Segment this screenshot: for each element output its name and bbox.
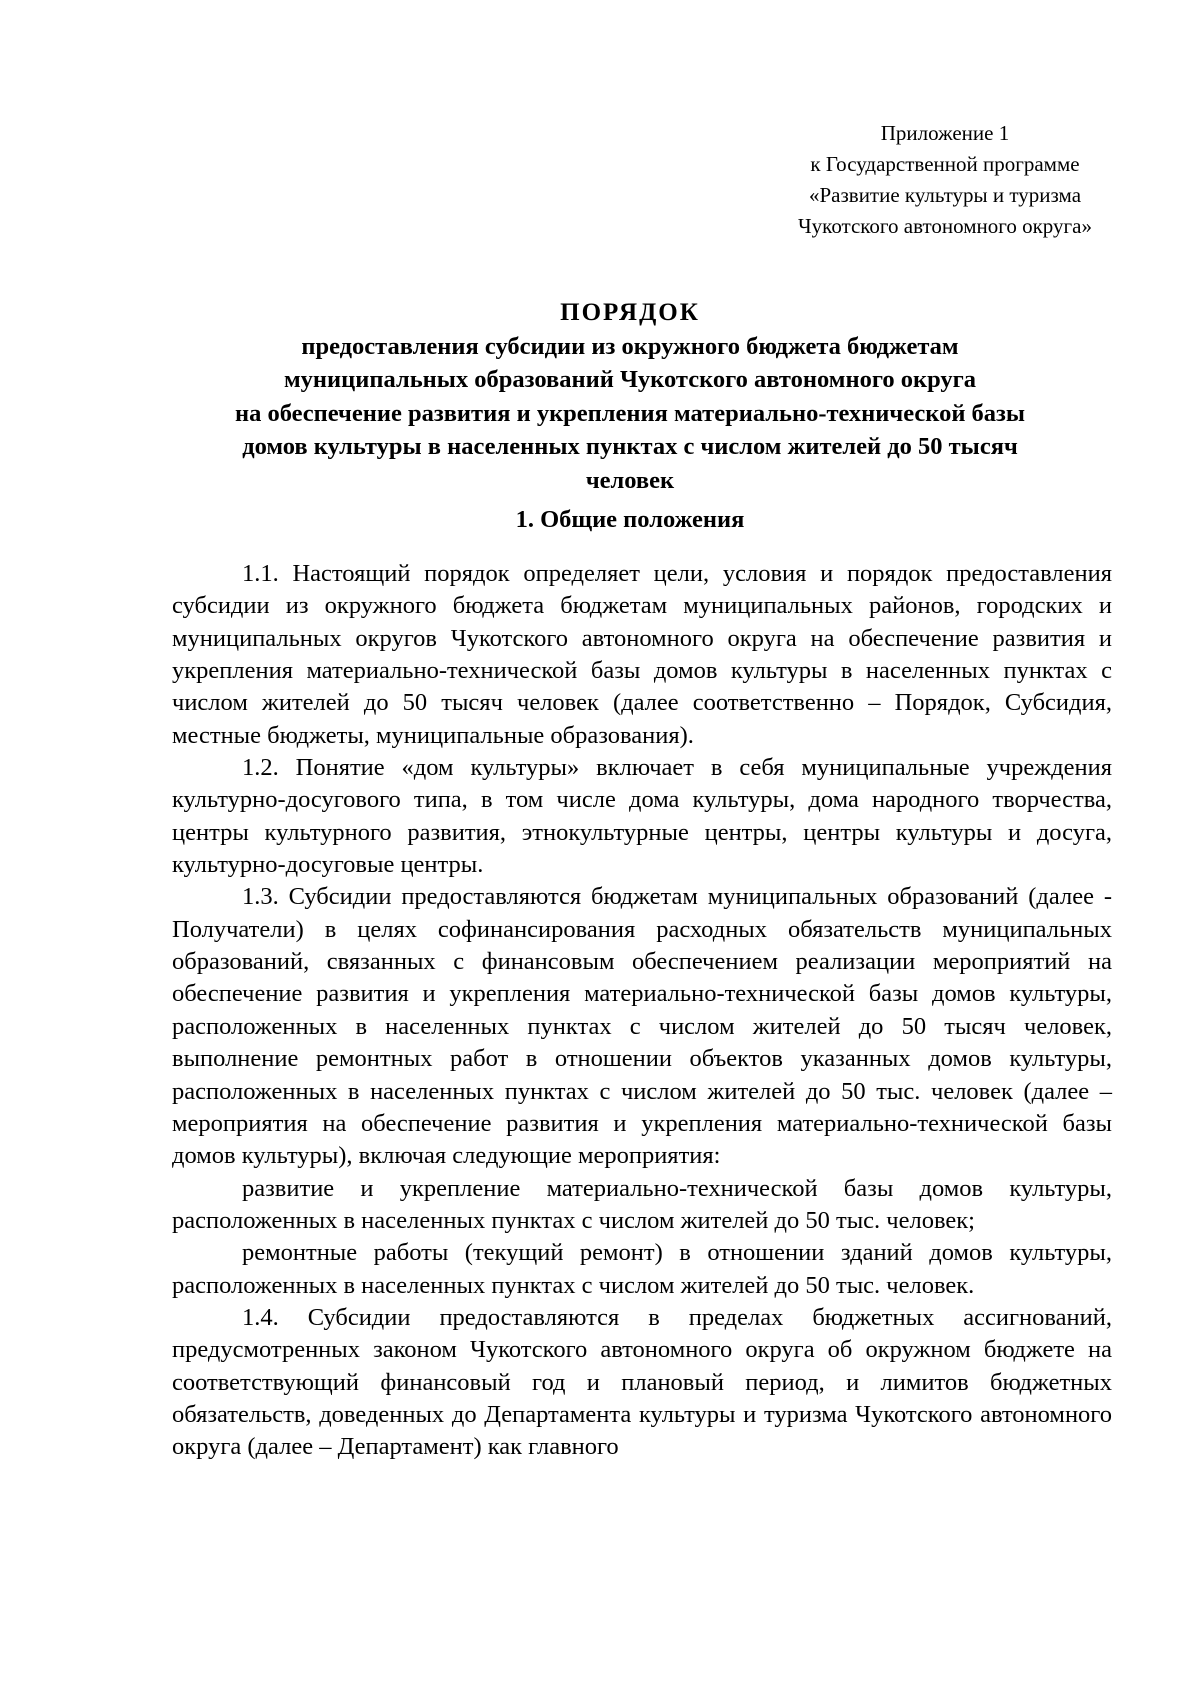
subtitle-line: человек — [585, 466, 675, 494]
subtitle-line: муниципальных образований Чукотского автономного округа — [283, 366, 977, 393]
title-subtitle — [150, 330, 1110, 498]
paragraph-1-4: 1.4. Субсидии предоставляются в пределах бюджетных ассигнований, предусмотренных законом Чукотского автономного округа об окружном бюджете на соответствующий финансовый год и плановый период, и лимитов бюджетных обязательств, доведенных до Департамента культуры и туризма Чукотского автономного округа (далее – Департамент) как главного — [172, 1303, 1112, 1461]
paragraph-list-item: ремонтные работы (текущий ремонт) в отношении зданий домов культуры, расположенных в населенных пунктах с числом жителей до 50 тыс. человек. — [172, 1239, 1112, 1299]
paragraph-1-1: 1.1. Настоящий порядок определяет цели, условия и порядок предоставления субсидии из окружного бюджета бюджетам муниципальных районов, городских и муниципальных округов Чукотского автономного округа на обеспечение развития и укрепления материально-технической базы домов культуры в населенных пунктах с числом жителей до 50 тысяч человек (далее соответственно – Порядок, Субсидия, местные бюджеты, муниципальные образования). — [172, 560, 1112, 749]
subtitle-line: на обеспечение развития и укрепления материально-технической базы — [234, 399, 1026, 427]
appendix-line: к Государственной программе — [810, 152, 1080, 176]
appendix-line: Чукотского автономного округа» — [798, 214, 1092, 238]
subtitle-line: предоставления субсидии из окружного бюджета бюджетам — [301, 332, 959, 360]
appendix-note — [720, 118, 1170, 242]
paragraph-1-2: 1.2. Понятие «дом культуры» включает в себя муниципальные учреждения культурно-досугового типа, в том числе дома культуры, дома народного творчества, центры культурного развития, этнокультурные центры, центры культуры и досуга, культурно-досуговые центры. — [172, 754, 1112, 879]
section-body — [172, 558, 1112, 1464]
appendix-line: Приложение 1 — [880, 121, 1010, 145]
title-main: ПОРЯДОК — [560, 299, 700, 326]
appendix-line: «Развитие культуры и туризма — [808, 183, 1082, 207]
subtitle-line: домов культуры в населенных пунктах с числом жителей до 50 тысяч — [242, 433, 1018, 460]
section-heading: 1. Общие положения — [515, 506, 745, 533]
paragraph-1-3: 1.3. Субсидии предоставляются бюджетам муниципальных образований (далее - Получатели) в целях софинансирования расходных обязательств муниципальных образований, связанных с финансовым обеспечением реализации мероприятий на обеспечение развития и укрепления материально-технической базы домов культуры, расположенных в населенных пунктах с числом жителей до 50 тысяч человек, выполнение ремонтных работ в отношении объектов указанных домов культуры, расположенных в населенных пунктах с числом жителей до 50 тыс. человек (далее – мероприятия на обеспечение развития и укрепления материально-технической базы домов культуры), включая следующие мероприятия: — [172, 883, 1112, 1170]
paragraph-list-item: развитие и укрепление материально-технической базы домов культуры, расположенных в населенных пунктах с числом жителей до 50 тыс. человек; — [172, 1174, 1112, 1234]
document-title — [150, 296, 1110, 497]
